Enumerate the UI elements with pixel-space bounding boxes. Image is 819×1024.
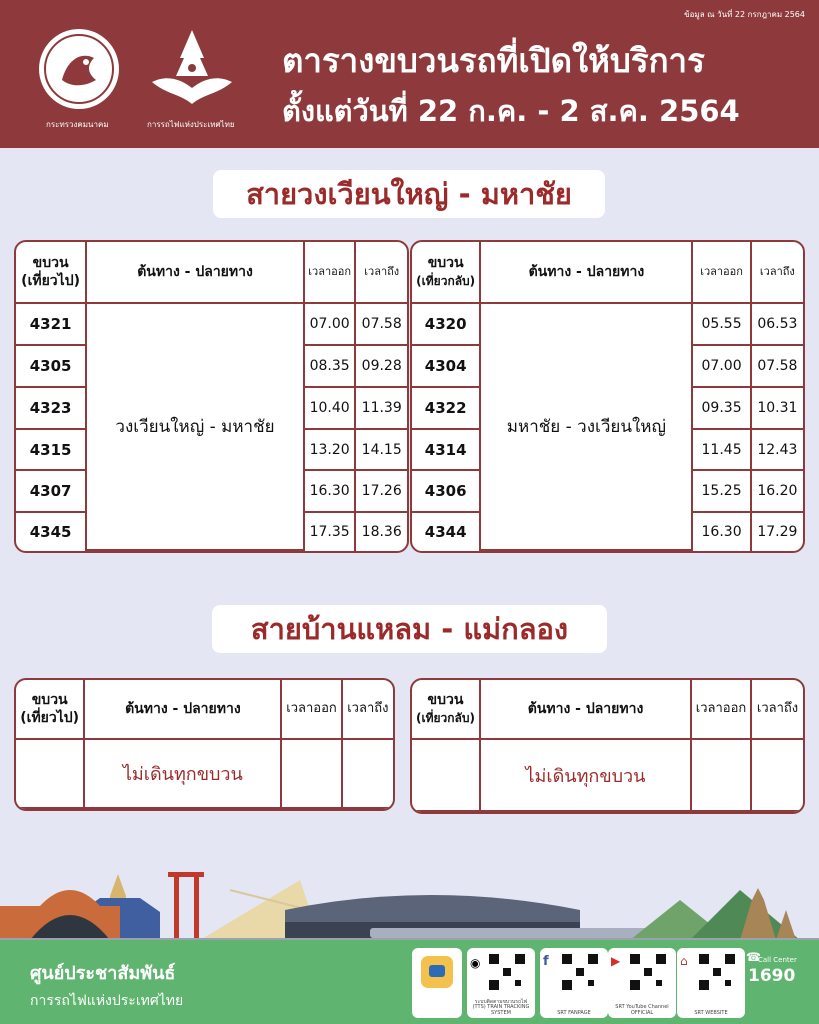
- qr-code-icon: [628, 952, 668, 992]
- depart-time: 08.35: [305, 346, 357, 388]
- col-train-header: ขบวน (เที่ยวกลับ): [412, 680, 481, 740]
- depart-time: 09.35: [693, 388, 751, 430]
- facebook-icon: f: [543, 954, 549, 969]
- col-route-header: ต้นทาง - ปลายทาง: [85, 680, 282, 740]
- arrive-time: 18.36: [361, 524, 402, 541]
- train-number: 4323: [16, 388, 87, 430]
- route-name: วงเวียนใหญ่ - มหาชัย: [87, 304, 305, 551]
- qr-caption: ระบบติดตามขบวนรถไฟ (TTS) TRAIN TRACKING SYSTEM: [472, 998, 530, 1016]
- ministry-logo-icon: [38, 28, 120, 110]
- train-number: 4345: [16, 513, 87, 551]
- app-icon: [412, 952, 462, 1002]
- depart-time: 07.00: [305, 304, 357, 346]
- table-header-row: [16, 242, 407, 304]
- arrive-time: 07.58: [752, 346, 803, 388]
- empty-cell: [752, 740, 803, 812]
- qr-code-icon: [697, 952, 737, 992]
- col-route-header: ต้นทาง - ปลายทาง: [481, 242, 693, 304]
- line1-title: สายวงเวียนใหญ่ - มหาชัย: [213, 170, 605, 218]
- arrive-time: 17.26: [356, 471, 407, 513]
- service-status: ไม่เดินทุกขบวน: [85, 740, 282, 809]
- col-route-header: ต้นทาง - ปลายทาง: [87, 242, 305, 304]
- pr-center-name: ศูนย์ประชาสัมพันธ์: [30, 963, 176, 984]
- depart-time: 13.20: [305, 430, 357, 472]
- train-number: 4304: [412, 346, 481, 388]
- line2-title: สายบ้านแหลม - แม่กลอง: [212, 605, 607, 653]
- col-train-header: ขบวน (เที่ยวกลับ): [412, 242, 481, 304]
- line2-return-table: [410, 678, 805, 814]
- route-name: มหาชัย - วงเวียนใหญ่: [481, 304, 693, 551]
- depart-time: 15.25: [693, 471, 751, 513]
- train-number: 4314: [412, 430, 481, 472]
- fanpage-qr-card[interactable]: [540, 948, 608, 1018]
- youtube-qr-card[interactable]: [608, 948, 676, 1018]
- depart-time: 16.30: [305, 471, 357, 513]
- col-arrive-header: เวลาถึง: [343, 680, 393, 740]
- table-row: [16, 304, 407, 346]
- depart-time: 05.55: [693, 304, 751, 346]
- arrive-time: 10.31: [752, 388, 803, 430]
- train-number: 4315: [16, 430, 87, 472]
- youtube-icon: ▶: [611, 954, 621, 968]
- header-banner: [0, 0, 819, 148]
- depart-time: 11.45: [693, 430, 751, 472]
- col-depart-header: เวลาออก: [693, 242, 751, 304]
- empty-cell: [412, 740, 481, 812]
- station-skyline-illustration: [0, 860, 819, 942]
- table-header-row: [412, 680, 803, 740]
- web-icon: ⌂: [680, 954, 688, 968]
- col-arrive-header: เวลาถึง: [752, 242, 803, 304]
- arrive-time: 09.28: [356, 346, 407, 388]
- line-icon: ◉: [470, 956, 481, 970]
- page-title: ตารางขบวนรถที่เปิดให้บริการ: [282, 41, 705, 80]
- qr-caption: SRT FANPAGE: [557, 1009, 591, 1016]
- empty-cell: [16, 740, 85, 809]
- train-number: 4307: [16, 471, 87, 513]
- depart-time: 16.30: [693, 513, 751, 551]
- call-center-number[interactable]: 1690: [748, 966, 796, 986]
- qr-caption: SRT YouTube Channel OFFICIAL: [615, 1004, 669, 1016]
- depart-time: 07.00: [693, 346, 751, 388]
- train-number: 4344: [412, 513, 481, 551]
- ministry-caption: กระทรวงคมนาคม: [46, 120, 109, 129]
- arrive-time: 06.53: [752, 304, 803, 346]
- train-number: 4322: [412, 388, 481, 430]
- train-number: 4306: [412, 471, 481, 513]
- empty-cell: [343, 740, 393, 809]
- table-row: [16, 740, 393, 809]
- table-header-row: [16, 680, 393, 740]
- arrive-time: 12.43: [752, 430, 803, 472]
- srt-logo-icon: [148, 28, 236, 110]
- depart-time: 10.40: [305, 388, 357, 430]
- empty-cell: [692, 740, 752, 812]
- col-depart-header: เวลาออก: [692, 680, 752, 740]
- col-depart-header: เวลาออก: [282, 680, 342, 740]
- arrive-time: 11.39: [356, 388, 407, 430]
- srt-org-name: การรถไฟแห่งประเทศไทย: [30, 993, 184, 1009]
- qr-caption: SRT WEBSITE: [694, 1009, 728, 1016]
- data-date-note: ข้อมูล ณ วันที่ 22 กรกฎาคม 2564: [684, 10, 805, 19]
- arrive-time: 14.15: [356, 430, 407, 472]
- col-arrive-header: เวลาถึง: [752, 680, 803, 740]
- arrive-time: 16.20: [752, 471, 803, 513]
- depart-time: 17.35: [305, 513, 357, 551]
- arrive-time: 07.58: [356, 304, 407, 346]
- col-arrive-header: เวลาถึง: [356, 242, 407, 304]
- call-center-label: Call Center: [758, 956, 797, 964]
- qr-code-icon: [487, 952, 527, 992]
- table-header-row: [412, 242, 803, 304]
- col-train-header: ขบวน (เที่ยวไป): [16, 680, 85, 740]
- phone-icon: ☎: [746, 950, 761, 964]
- line1-outbound-table: [14, 240, 409, 553]
- service-status: ไม่เดินทุกขบวน: [481, 740, 692, 812]
- col-depart-header: เวลาออก: [305, 242, 357, 304]
- table-row: [412, 304, 803, 346]
- srt-caption: การรถไฟแห่งประเทศไทย: [147, 120, 235, 129]
- page-subtitle-date-range: ตั้งแต่วันที่ 22 ก.ค. - 2 ส.ค. 2564: [282, 94, 740, 128]
- train-number: 4320: [412, 304, 481, 346]
- line2-outbound-table: [14, 678, 395, 811]
- tts-qr-card[interactable]: [467, 948, 535, 1018]
- qr-code-icon: [560, 952, 600, 992]
- arrive-time: 17.29: [757, 524, 798, 541]
- line1-return-table: [410, 240, 805, 553]
- col-train-header: ขบวน (เที่ยวไป): [16, 242, 87, 304]
- train-number: 4305: [16, 346, 87, 388]
- table-row: [412, 740, 803, 812]
- empty-cell: [282, 740, 342, 809]
- website-qr-card[interactable]: [677, 948, 745, 1018]
- col-route-header: ต้นทาง - ปลายทาง: [481, 680, 692, 740]
- srt-app-card[interactable]: [412, 948, 462, 1018]
- train-number: 4321: [16, 304, 87, 346]
